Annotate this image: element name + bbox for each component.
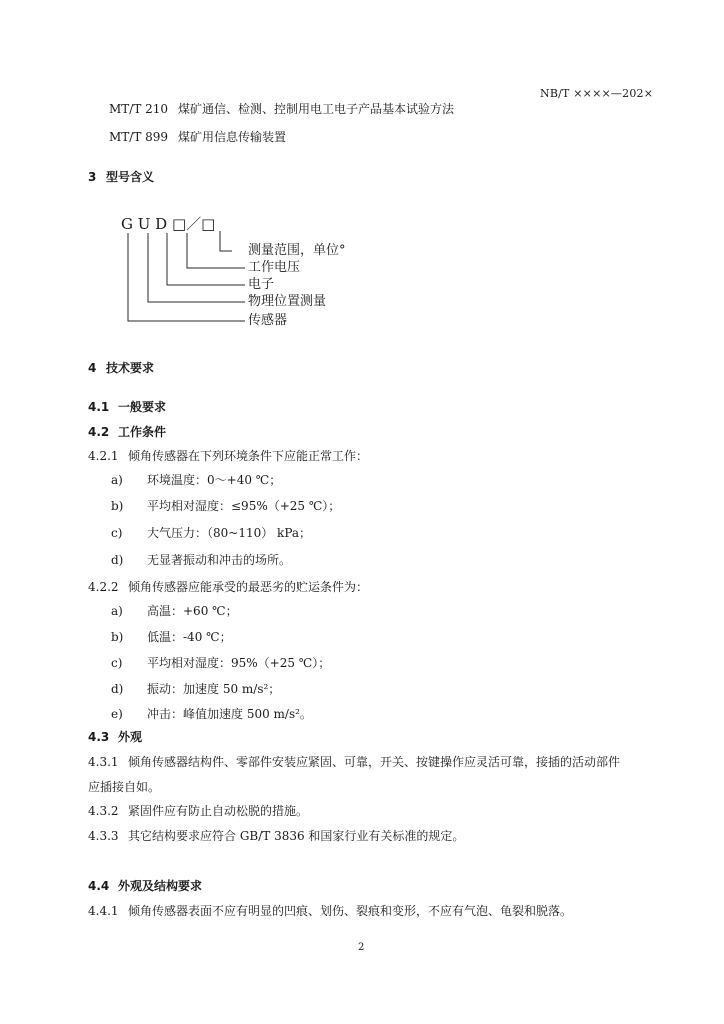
doc-code-header: NB/T ××××—202× — [540, 87, 654, 100]
list-marker: e) — [111, 707, 123, 721]
connector-voltage — [187, 233, 245, 268]
s4-3-1-line1: 倾角传感器结构件、零部件安装应紧固、可靠，开关、按键操作应灵活可靠，接插的活动部件 — [128, 755, 621, 769]
list-marker: d) — [111, 682, 124, 696]
list-item-text: 平均相对湿度：95%（+25 ℃）； — [147, 656, 331, 670]
list-item-text: 冲击：峰值加速度 500 m/s²。 — [147, 707, 312, 721]
s4-3-number: 4.3 — [88, 730, 110, 744]
list-marker: b) — [111, 630, 124, 644]
s4-3-2-number: 4.3.2 — [88, 804, 119, 818]
label-electronic: 电子 — [248, 277, 275, 292]
connector-range — [220, 231, 232, 251]
list-marker: c) — [111, 656, 123, 670]
s4-3-1-number: 4.3.1 — [88, 755, 119, 769]
list-item-text: 低温：-40 ℃； — [147, 630, 232, 644]
s4-4-1-text: 倾角传感器表面不应有明显的凹痕、划伤、裂痕和变形，不应有气泡、龟裂和脱落。 — [128, 904, 573, 918]
sec4-title: 技术要求 — [106, 361, 155, 375]
s4-3-title: 外观 — [118, 730, 143, 744]
ref-code-1: MT/T 210 — [109, 102, 169, 116]
list-marker: b) — [111, 499, 124, 513]
list-item-text: 高温：+60 ℃； — [147, 604, 238, 618]
s4-2-title: 工作条件 — [118, 425, 167, 439]
s4-3-3-number: 4.3.3 — [88, 829, 119, 843]
connector-electronic — [167, 233, 245, 285]
list-item-text: 平均相对湿度：≤95%（+25 ℃）； — [147, 499, 341, 513]
label-measure-range: 测量范围，单位° — [248, 243, 346, 258]
s4-3-2-text: 紧固件应有防止自动松脱的措施。 — [128, 804, 309, 818]
list-item-text: 大气压力：（80~110） kPa； — [147, 526, 312, 540]
s4-2-number: 4.2 — [88, 425, 110, 439]
page-number: 2 — [358, 942, 365, 953]
list-item-text: 环境温度：0～+40 ℃； — [147, 473, 282, 487]
list-item-text: 无显著振动和冲击的场所。 — [147, 553, 292, 567]
s4-2-1-text: 倾角传感器在下列环境条件下应能正常工作： — [128, 449, 369, 463]
s4-2-2-number: 4.2.2 — [88, 580, 119, 594]
list-marker: a) — [111, 473, 123, 487]
ref-title-2: 煤矿用信息传输装置 — [178, 130, 287, 144]
s4-2-2-text: 倾角传感器应能承受的最恶劣的贮运条件为： — [128, 580, 369, 594]
ref-title-1: 煤矿通信、检测、控制用电工电子产品基本试验方法 — [178, 102, 455, 116]
s4-4-title: 外观及结构要求 — [118, 879, 203, 893]
label-sensor: 传感器 — [248, 313, 288, 328]
list-marker: c) — [111, 526, 123, 540]
s4-1-title: 一般要求 — [118, 400, 167, 414]
ref-code-2: MT/T 899 — [109, 130, 169, 144]
label-position-measure: 物理位置测量 — [248, 294, 327, 309]
sec3-title: 型号含义 — [106, 170, 155, 184]
list-item-text: 振动：加速度 50 m/s²； — [147, 682, 281, 696]
s4-2-1-number: 4.2.1 — [88, 449, 119, 463]
s4-3-1-line2: 应插接自如。 — [88, 780, 161, 794]
s4-4-1-number: 4.4.1 — [88, 904, 119, 918]
model-code: G U D □／□ — [121, 215, 216, 233]
list-marker: d) — [111, 553, 124, 567]
label-working-voltage: 工作电压 — [248, 260, 301, 275]
s4-1-number: 4.1 — [88, 400, 110, 414]
sec3-number: 3 — [88, 170, 97, 184]
s4-3-3-text: 其它结构要求应符合 GB/T 3836 和国家行业有关标准的规定。 — [128, 829, 465, 843]
sec4-number: 4 — [88, 361, 97, 375]
s4-4-number: 4.4 — [88, 879, 110, 893]
list-marker: a) — [111, 604, 123, 618]
